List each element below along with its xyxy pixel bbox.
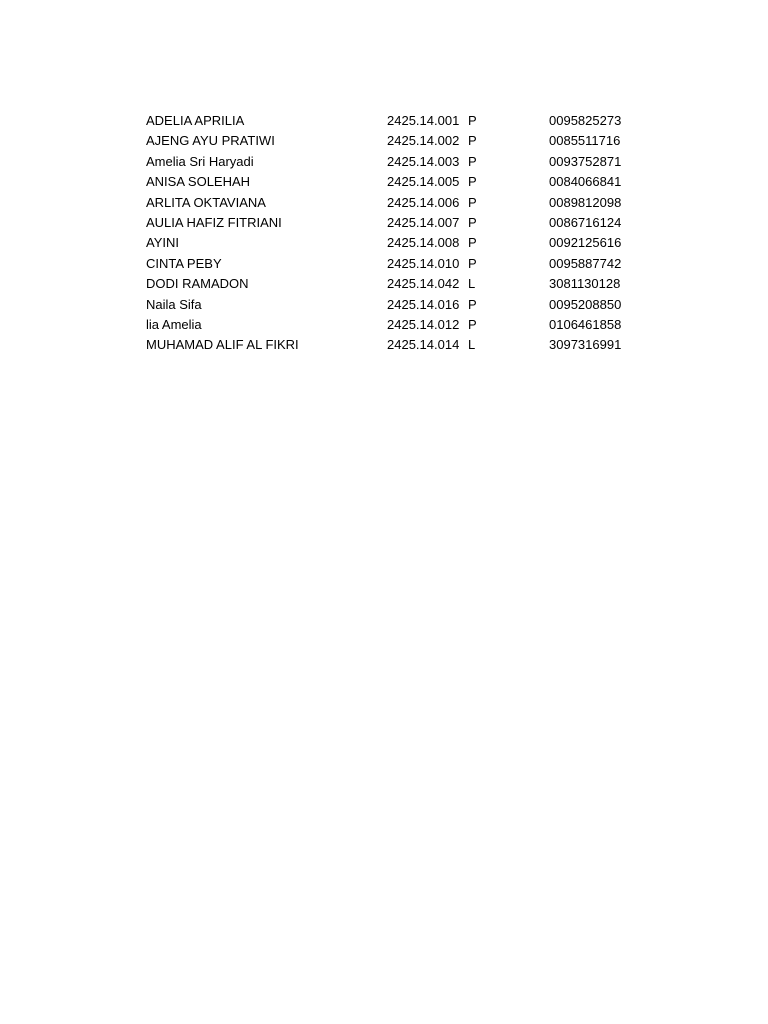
student-name-cell: Amelia Sri Haryadi (146, 153, 254, 169)
student-code-cell: 2425.14.006 (387, 194, 460, 210)
gender-cell: P (468, 316, 477, 332)
nisn-cell: 0095208850 (549, 296, 622, 312)
student-name-cell: lia Amelia (146, 316, 202, 332)
student-name-cell: AYINI (146, 235, 179, 251)
student-code-cell: 2425.14.042 (387, 276, 460, 292)
student-name-cell: ADELIA APRILIA (146, 113, 245, 128)
gender-cell: P (468, 255, 477, 271)
gender-cell: P (468, 235, 477, 251)
gender-cell: P (468, 194, 477, 210)
table-row (146, 172, 646, 192)
student-code-cell: 2425.14.012 (387, 316, 460, 332)
student-name-cell: ANISA SOLEHAH (146, 174, 251, 190)
student-code-cell: 2425.14.014 (387, 337, 460, 353)
gender-cell: L (468, 337, 476, 353)
table-row (146, 152, 646, 172)
table-row (146, 274, 646, 294)
student-name-cell: CINTA PEBY (146, 255, 222, 271)
student-name-cell: AJENG AYU PRATIWI (146, 133, 275, 149)
table-row (146, 335, 646, 355)
gender-cell: P (468, 153, 477, 169)
nisn-cell: 0106461858 (549, 316, 622, 332)
gender-cell: P (468, 296, 477, 312)
gender-cell: P (468, 133, 477, 149)
student-name-cell: AULIA HAFIZ FITRIANI (146, 214, 282, 230)
student-code-cell: 2425.14.001 (387, 113, 460, 128)
student-code-cell: 2425.14.010 (387, 255, 460, 271)
nisn-cell: 3081130128 (549, 276, 621, 292)
student-code-cell: 2425.14.007 (387, 214, 460, 230)
gender-cell: P (468, 174, 477, 190)
table-row (146, 233, 646, 253)
table-row (146, 254, 646, 274)
student-code-cell: 2425.14.003 (387, 153, 460, 169)
student-code-cell: 2425.14.005 (387, 174, 460, 190)
nisn-cell: 0093752871 (549, 153, 622, 169)
nisn-cell: 0084066841 (549, 174, 622, 190)
nisn-cell: 3097316991 (549, 337, 622, 353)
student-name-cell: DODI RAMADON (146, 276, 249, 292)
table-row (146, 193, 646, 213)
nisn-cell: 0095887742 (549, 255, 622, 271)
student-code-cell: 2425.14.002 (387, 133, 460, 149)
table-row (146, 315, 646, 335)
table-row (146, 111, 646, 131)
gender-cell: P (468, 113, 477, 128)
student-list (146, 111, 646, 356)
student-name-cell: MUHAMAD ALIF AL FIKRI (146, 337, 299, 353)
nisn-cell: 0089812098 (549, 194, 622, 210)
student-name-cell: Naila Sifa (146, 296, 202, 312)
nisn-cell: 0092125616 (549, 235, 622, 251)
student-name-cell: ARLITA OKTAVIANA (146, 194, 266, 210)
gender-cell: L (468, 276, 476, 292)
nisn-cell: 0095825273 (549, 113, 622, 128)
table-row (146, 131, 646, 151)
nisn-cell: 0085511716 (549, 133, 621, 149)
student-code-cell: 2425.14.016 (387, 296, 460, 312)
gender-cell: P (468, 214, 477, 230)
student-code-cell: 2425.14.008 (387, 235, 460, 251)
nisn-cell: 0086716124 (549, 214, 622, 230)
table-row (146, 213, 646, 233)
table-row (146, 295, 646, 315)
